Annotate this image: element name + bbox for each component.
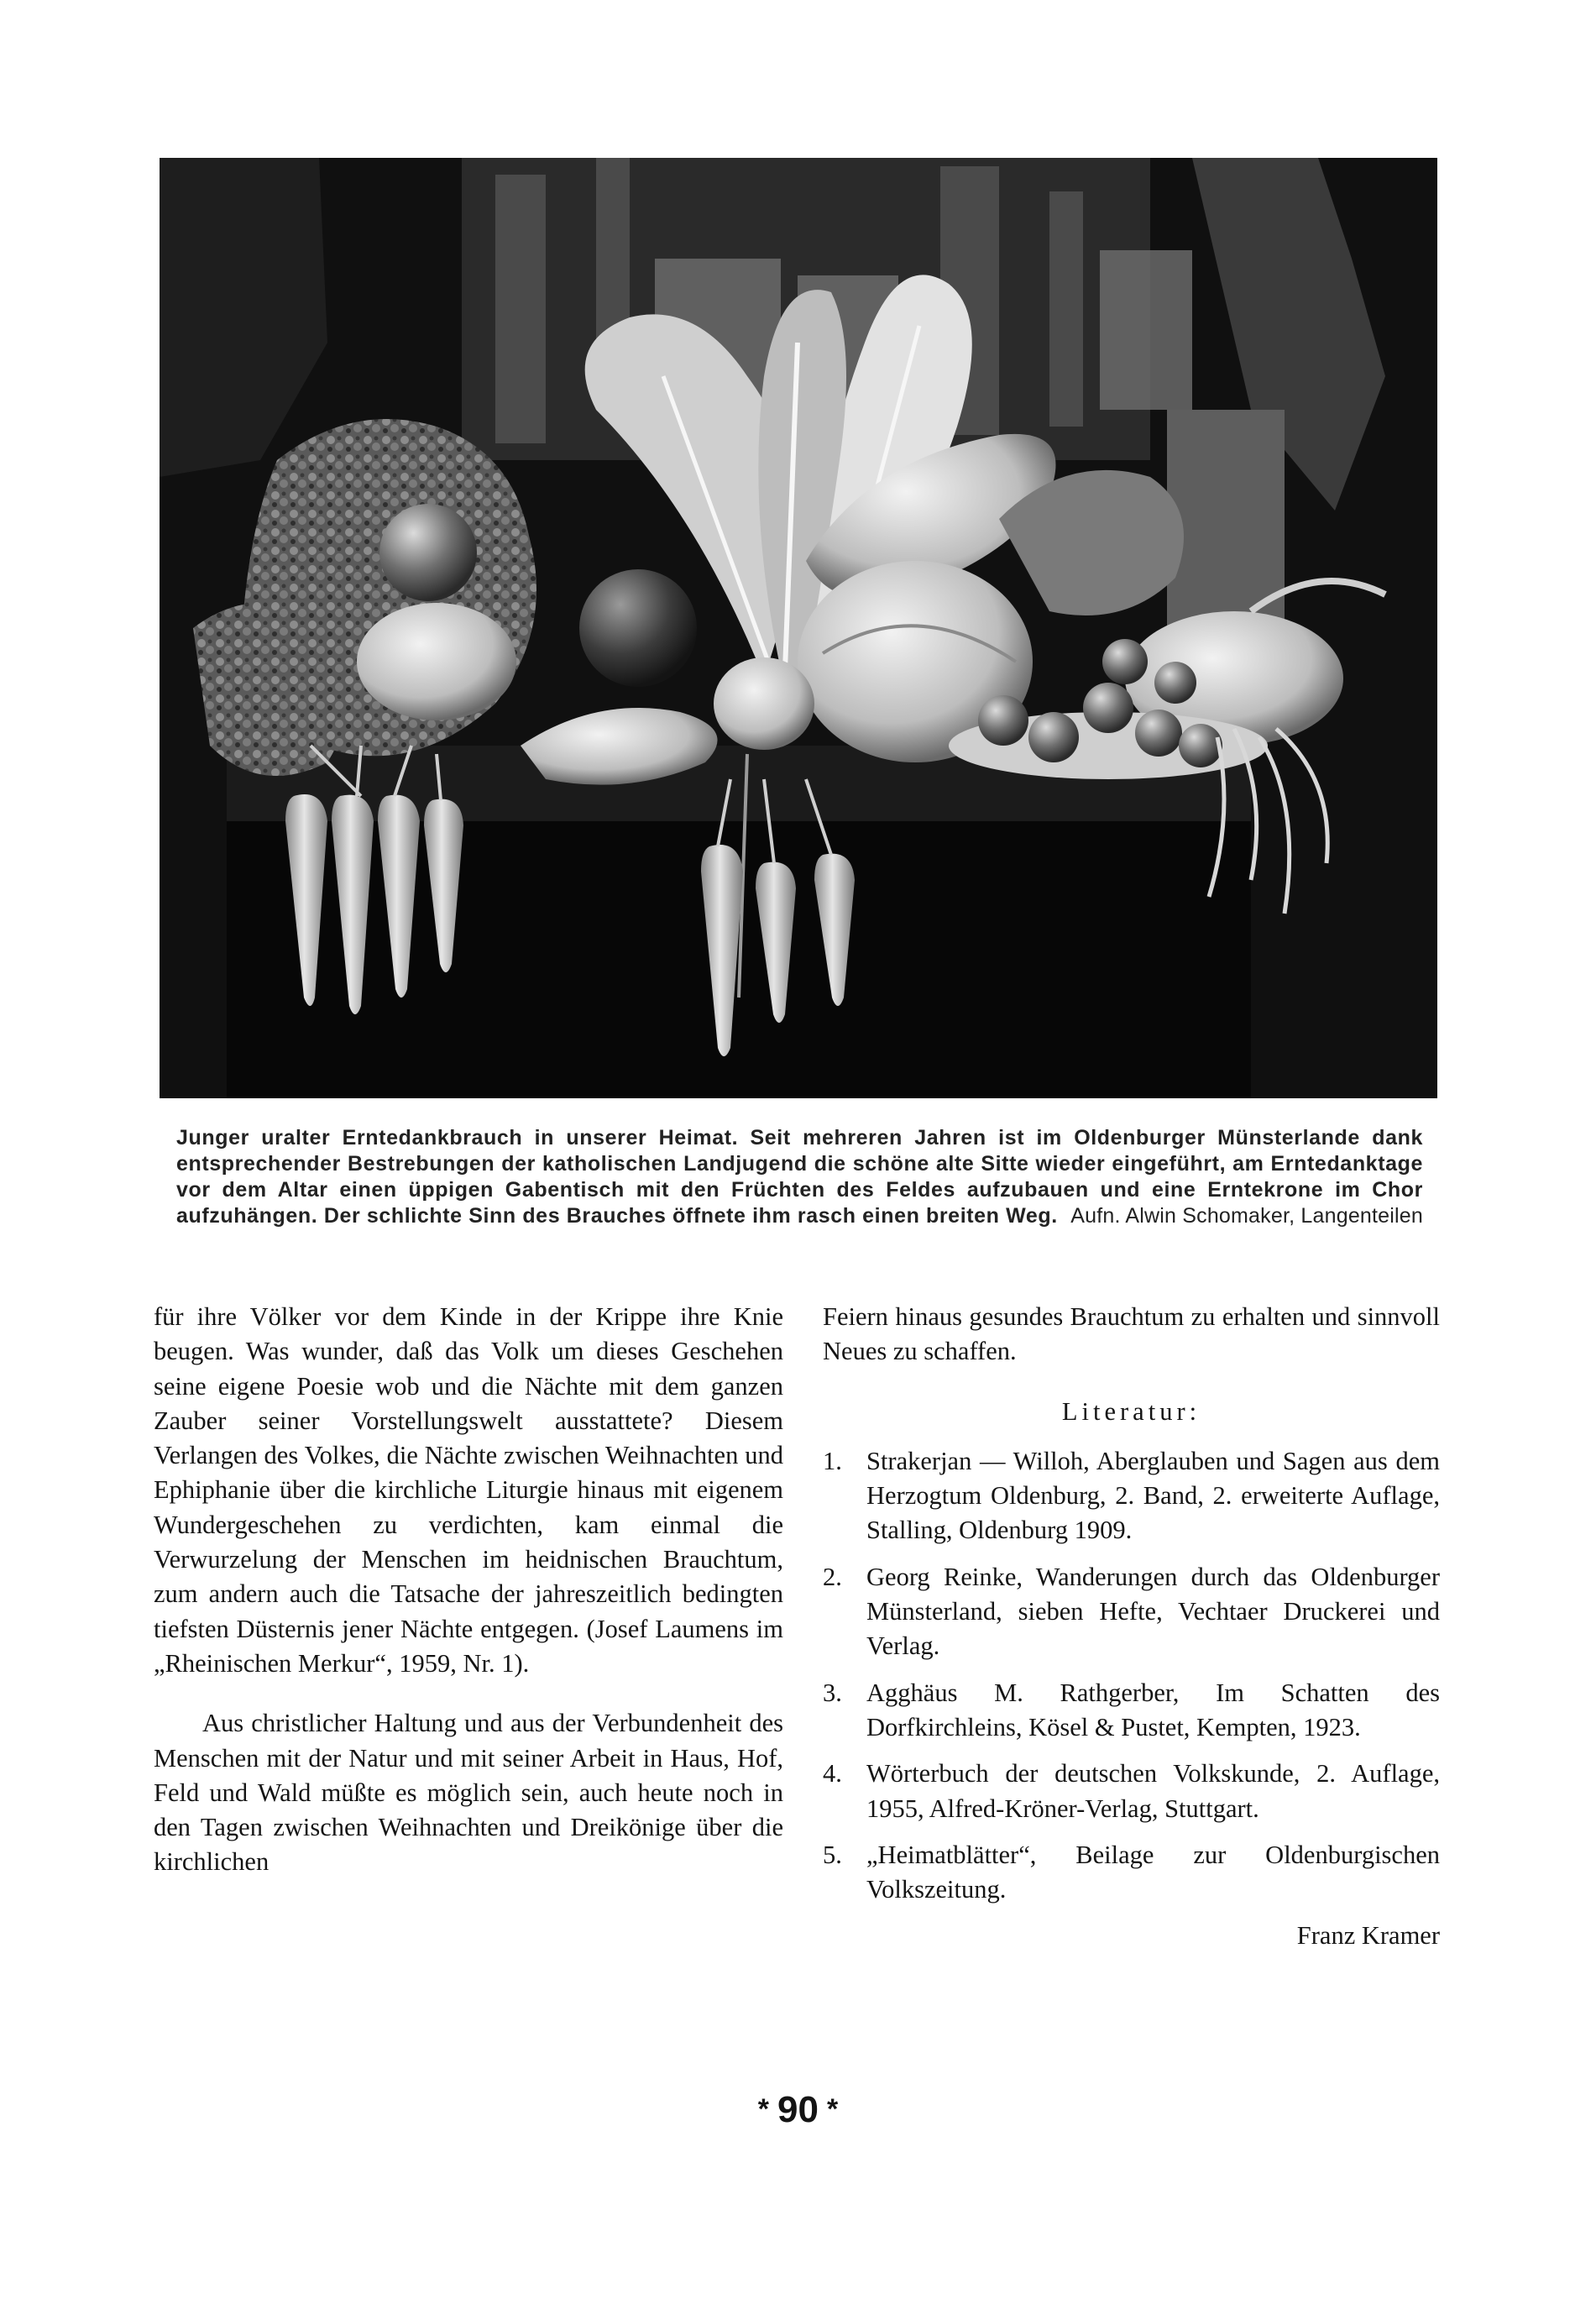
literature-item-text: Wörterbuch der deutschen Volkskunde, 2. Auflage, 1955, Alfred-Kröner-Verlag, Stuttgart. — [866, 1759, 1440, 1823]
literature-item-number: 4. — [823, 1759, 842, 1788]
literature-item-number: 2. — [823, 1562, 842, 1591]
literature-item — [823, 1560, 1440, 1664]
literature-item — [823, 1838, 1440, 1908]
harvest-altar-drawing — [160, 158, 1437, 1098]
photo-caption — [176, 1125, 1423, 1229]
literature-item-number: 5. — [823, 1840, 842, 1869]
literature-item-text: Agghäus M. Rathgerber, Im Schatten des Dorfkirchleins, Kösel & Pustet, Kempten, 1923. — [866, 1678, 1440, 1741]
star-ornament-icon: * — [826, 2093, 839, 2125]
left-paragraph-2: Aus christlicher Haltung und aus der Verbundenheit des Menschen mit der Natur und mit seiner Arbeit in Haus, Hof, Feld und Wald müßte es möglich sein, auch heute noch in den Tagen zwischen Weihnachten und Dreikönige über die kirchlichen — [154, 1709, 783, 1877]
literature-item-text: „Heimatblätter“, Beilage zur Oldenburgischen Volkszeitung. — [866, 1840, 1440, 1904]
literature-heading: Literatur: — [1061, 1396, 1201, 1426]
harvest-altar-photo — [160, 158, 1437, 1098]
left-paragraph-1: für ihre Völker vor dem Kinde in der Krippe ihre Knie beugen. Was wunder, daß das Volk um dieses Geschehen seine eigene Poesie wob und die Nächte mit dem ganzen Zauber seiner Vorstellungswelt ausstattete? Diesem Verlangen des Volkes, die Nächte zwischen Weihnachten und Ephiphanie über die kirchliche Liturgie hinaus mit eigenem Wundergeschehen zu verdichten, kam einmal die Verwurzelung der Menschen im heidnischen Brauchtum, zum andern auch die Tatsache der jahreszeitlich bedingten tiefsten Düsternis jener Nächte entgegen. (Josef Laumens im „Rheinischen Merkur“, 1959, Nr. 1). — [154, 1302, 783, 1678]
left-column — [154, 1300, 783, 1880]
literature-item-number: 1. — [823, 1446, 842, 1475]
literature-item-text: Strakerjan — Willoh, Aberglauben und Sagen aus dem Herzogtum Oldenburg, 2. Band, 2. erweiterte Auflage, Stalling, Oldenburg 1909. — [866, 1446, 1440, 1545]
literature-item — [823, 1676, 1440, 1746]
photo-credit: Aufn. Alwin Schomaker, Langenteilen — [1070, 1204, 1423, 1228]
page-number-value: 90 — [777, 2089, 819, 2130]
literature-item — [823, 1757, 1440, 1826]
article-author: Franz Kramer — [1296, 1921, 1440, 1951]
literature-item — [823, 1444, 1440, 1548]
page-number — [0, 2089, 1596, 2131]
literature-item-number: 3. — [823, 1678, 842, 1707]
literature-list — [823, 1444, 1440, 1908]
right-paragraph-1: Feiern hinaus gesundes Brauchtum zu erhalten und sinnvoll Neues zu schaffen. — [823, 1302, 1440, 1366]
literature-item-text: Georg Reinke, Wanderungen durch das Oldenburger Münsterland, sieben Hefte, Vechtaer Druckerei und Verlag. — [866, 1562, 1440, 1661]
right-column — [823, 1300, 1440, 1954]
star-ornament-icon: * — [757, 2093, 770, 2125]
caption-text: Junger uralter Erntedankbrauch in unserer Heimat. Seit mehreren Jahren ist im Oldenburger Münsterlande dank entsprechender Bestrebungen der katholischen Landjugend die schöne alte Sitte wieder eingeführt, am Erntedanktage vor dem Altar einen üppigen Gabentisch mit den Früchten des Feldes aufzubauen und eine Erntekrone im Chor aufzuhängen. Der schlichte Sinn des Brauches öffnete ihm rasch einen breiten Weg. — [176, 1126, 1423, 1228]
